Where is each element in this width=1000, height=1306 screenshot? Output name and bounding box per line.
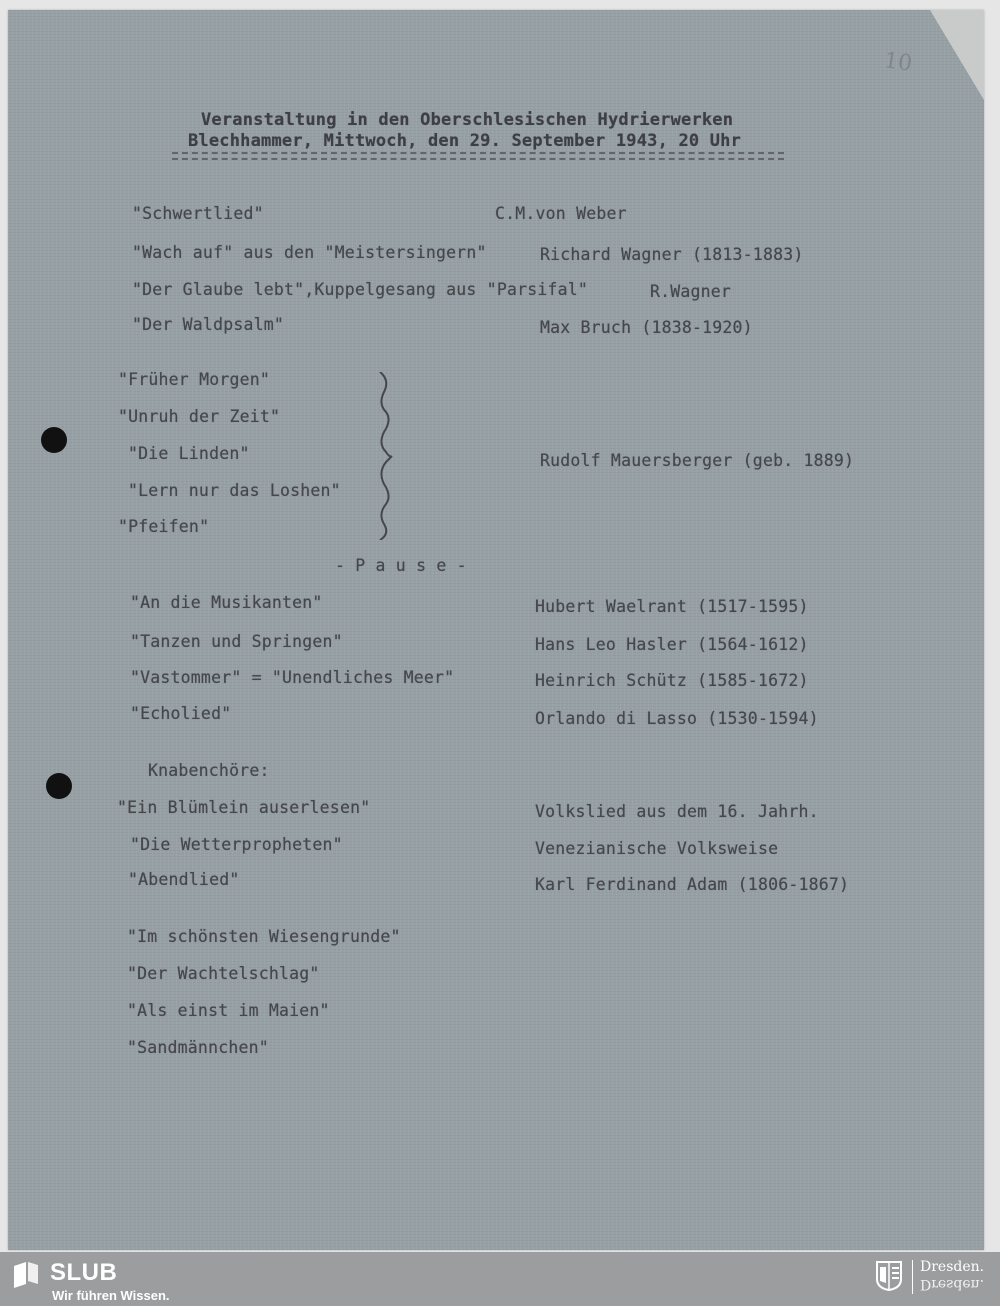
- piece-composer: Hubert Waelrant (1517-1595): [535, 597, 809, 616]
- pause-heading: - P a u s e -: [335, 556, 467, 575]
- piece-title: "Tanzen und Springen": [130, 632, 343, 651]
- piece-composer: Karl Ferdinand Adam (1806-1867): [535, 875, 850, 894]
- piece-composer: C.M.von Weber: [495, 204, 627, 223]
- folio-number: 10: [882, 48, 914, 77]
- piece-title: "An die Musikanten": [130, 593, 323, 612]
- piece-title: "Abendlied": [128, 870, 240, 889]
- piece-composer: Orlando di Lasso (1530-1594): [535, 709, 819, 728]
- boys-choir-heading: Knabenchöre:: [148, 761, 270, 780]
- piece-composer: Max Bruch (1838-1920): [540, 318, 753, 337]
- piece-title: "Als einst im Maien": [127, 1001, 330, 1020]
- library-tagline: Wir führen Wissen.: [52, 1288, 170, 1303]
- footer-separator: [912, 1260, 913, 1294]
- group-piece-title: "Unruh der Zeit": [118, 407, 281, 426]
- slub-logo-icon: [12, 1262, 40, 1288]
- piece-title: "Wach auf" aus den "Meistersingern": [132, 243, 487, 262]
- piece-title: "Der Wachtelschlag": [127, 964, 320, 983]
- dresden-crest-icon: [876, 1261, 902, 1291]
- piece-composer: Venezianische Volksweise: [535, 839, 779, 858]
- piece-composer: Hans Leo Hasler (1564-1612): [535, 635, 809, 654]
- group-piece-title: "Die Linden": [128, 444, 250, 463]
- group-piece-title: "Lern nur das Loshen": [128, 481, 341, 500]
- group-composer: Rudolf Mauersberger (geb. 1889): [540, 451, 855, 470]
- grouping-brace: [372, 372, 394, 540]
- group-piece-title: "Früher Morgen": [118, 370, 271, 389]
- document-page: [8, 10, 984, 1250]
- piece-title: "Sandmännchen": [127, 1038, 269, 1057]
- piece-composer: Heinrich Schütz (1585-1672): [535, 671, 809, 690]
- piece-title: "Vastommer" = "Unendliches Meer": [130, 668, 455, 687]
- title-line-1: Veranstaltung in den Oberschlesischen Hydrierwerken: [201, 110, 734, 130]
- title-line-2: Blechhammer, Mittwoch, den 29. September 1943, 20 Uhr: [188, 131, 742, 151]
- city-name: Dresden.: [920, 1259, 985, 1275]
- piece-title: "Im schönsten Wiesengrunde": [127, 927, 401, 946]
- piece-title: "Der Glaube lebt",Kuppelgesang aus "Parsifal": [132, 280, 589, 299]
- piece-title: "Die Wetterpropheten": [130, 835, 343, 854]
- piece-title: "Ein Blümlein auserlesen": [117, 798, 371, 817]
- piece-composer: Volkslied aus dem 16. Jahrh.: [535, 802, 819, 821]
- title-underline: [172, 152, 784, 160]
- piece-composer: Richard Wagner (1813-1883): [540, 245, 804, 264]
- city-name-mirrored: Dresden.: [920, 1276, 985, 1292]
- group-piece-title: "Pfeifen": [118, 517, 210, 536]
- piece-composer: R.Wagner: [650, 282, 732, 301]
- library-name: SLUB: [50, 1259, 118, 1286]
- piece-title: "Schwertlied": [132, 204, 264, 223]
- piece-title: "Der Waldpsalm": [132, 315, 285, 334]
- punch-hole-top: [41, 427, 67, 453]
- punch-hole-bottom: [46, 773, 72, 799]
- piece-title: "Echolied": [130, 704, 232, 723]
